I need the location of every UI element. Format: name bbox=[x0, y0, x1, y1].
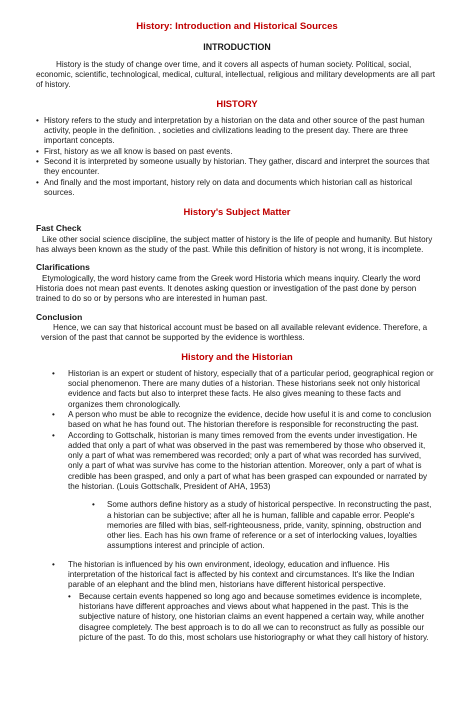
fast-check-heading: Fast Check bbox=[36, 223, 82, 234]
history-and-historian-heading: History and the Historian bbox=[181, 351, 293, 363]
nested-bullet-list bbox=[36, 500, 438, 551]
document-title: History: Introduction and Historical Sources bbox=[136, 21, 338, 32]
conclusion-paragraph: Hence, we can say that historical account must be based on all available relevant evidence. Therefore, a version of the past that cannot be supported by the evidence is worthless. bbox=[41, 322, 428, 343]
clarifications-heading: Clarifications bbox=[36, 262, 90, 273]
introduction-heading: INTRODUCTION bbox=[203, 42, 271, 53]
introduction-paragraph: History is the study of change over time, and it covers all aspects of human society. Political, social, economic, scientific, technological, medical, cultural, intellectual, religious and military developments are all part of history. bbox=[36, 59, 436, 90]
historian-bullet-list bbox=[36, 369, 438, 493]
conclusion-heading: Conclusion bbox=[36, 311, 83, 322]
list-item: • Because certain events happened so long ago and because sometimes evidence is incomplete, historians have different approaches and views about what happened in the past. This is the subjective nature of history, one historian claims an event happened a certain way, while another disagree completely. The best approach is to do all we can to reconstruct as fully as possible our picture of the past. To do this, most scholars use historiography or what they call history of history. bbox=[68, 592, 438, 643]
fast-check-paragraph: Like other social science discipline, the subject matter of history is the life of people and humanity. But history has always been known as the study of the past. While this definition of history is not wrong, it is incomplete. bbox=[36, 234, 433, 255]
list-item: • History refers to the study and interpretation by a historian on the data and other source of the past human activity, people in the definition. , societies and civilizations leading to the present day. There are three important concepts. bbox=[36, 116, 438, 147]
list-item: • And finally and the most important, history rely on data and documents which historian call as historical sources. bbox=[36, 178, 438, 199]
history-bullet-list bbox=[36, 116, 438, 198]
sub-bullet-list bbox=[36, 592, 438, 643]
history-heading: HISTORY bbox=[216, 98, 258, 110]
list-item: • According to Gottschalk, historian is many times removed from the events under investigation. He added that only a part of what was observed in the past was remembered by those who observed it, only a part of what was remembered was recorded; only a part of what was recorded has survived, only a part of what was survive has come to the historian attention. Moreover, only a part of what is credible has been grasped, and only a part of what has been grasped can expounded or narrated by the historian. (Louis Gottschalk, President of AHA, 1953) bbox=[52, 431, 438, 493]
subject-matter-heading: History's Subject Matter bbox=[183, 206, 291, 218]
list-item: • First, history as we all know is based on past events. bbox=[36, 147, 438, 157]
list-item: • The historian is influenced by his own environment, ideology, education and influence. His interpretation of the historical fact is affected by his context and circumstances. It's like the Indian parable of an elephant and the blind men, historians have different historical perspective. bbox=[52, 560, 438, 591]
list-item: • Some authors define history as a study of historical perspective. In reconstructing the past, a historian can be subjective; after all he is human, fallible and capable error. People's memories are filled with bias, self-righteousness, pride, vanity, spinning, obstruction and other lies. Each has his own frame of reference or a set of interlocking values, loyalties assumptions interest and principle of action. bbox=[92, 500, 438, 551]
influence-bullet-list bbox=[36, 560, 438, 591]
list-item: • A person who must be able to recognize the evidence, decide how useful it is and come to conclusion based on what he has found out. The historian therefore is responsible for reconstructing the past. bbox=[52, 410, 438, 431]
list-item: • Historian is an expert or student of history, especially that of a particular period, geographical region or social phenomenon. There are many duties of a historian. These historians seek not only historical evidence and facts but also to interpret these facts. He also gives meaning to these facts and organizes them chronologically. bbox=[52, 369, 438, 410]
list-item: • Second it is interpreted by someone usually by historian. They gather, discard and interpret the sources that they encounter. bbox=[36, 157, 438, 178]
clarifications-paragraph: Etymologically, the word history came from the Greek word Historia which means inquiry. Clearly the word Historia does not mean past events. It denotes asking question or investigation of the past done by person trained to do so or by persons who are interested in human past. bbox=[36, 273, 421, 304]
